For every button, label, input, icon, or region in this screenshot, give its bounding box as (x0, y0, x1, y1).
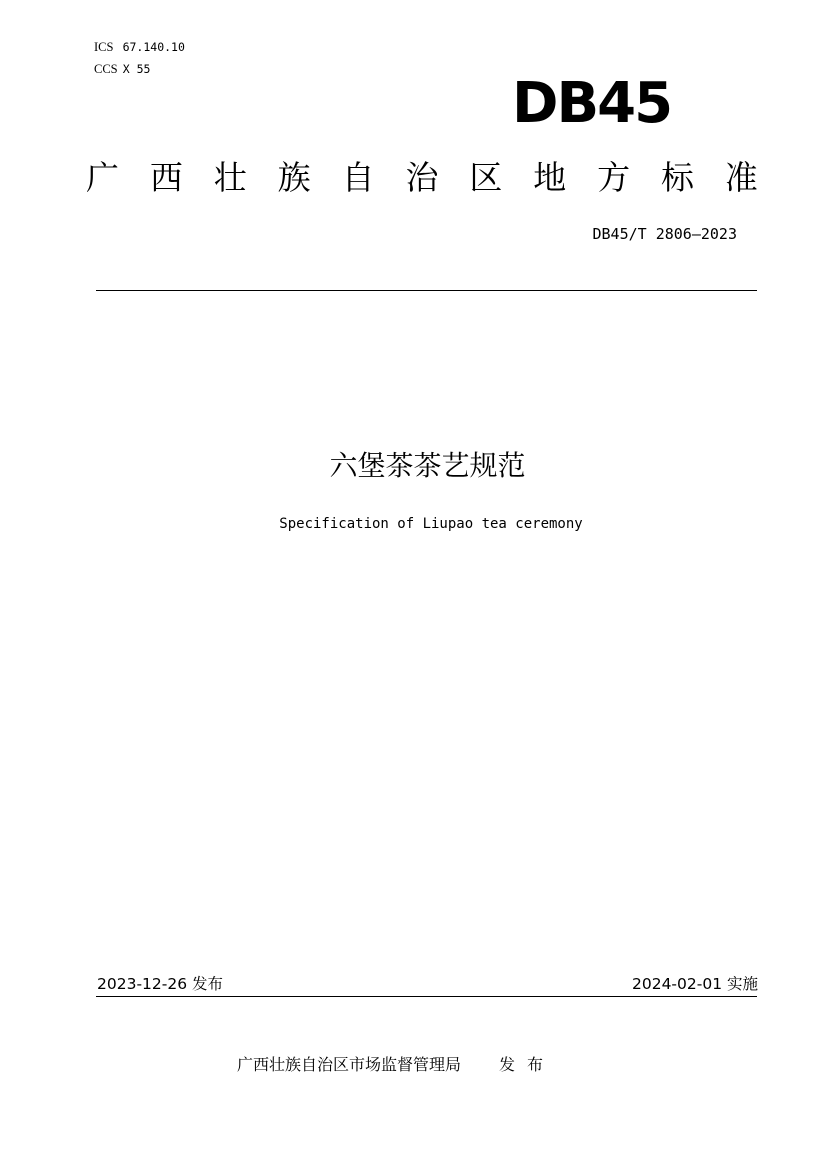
release-date: 2023-12-26 发布 (97, 975, 224, 993)
ccs-code: X 55 (122, 62, 151, 76)
standard-type-char: 壮 (213, 158, 247, 197)
standard-type-char: 治 (405, 158, 439, 197)
header-divider (96, 290, 757, 291)
standard-type-char: 标 (661, 158, 695, 197)
ics-label: ICS (94, 40, 114, 54)
issuer-line (237, 1054, 555, 1076)
standard-type-char: 地 (533, 158, 567, 197)
issuer-action: 发布 (499, 1055, 556, 1074)
standard-type-char: 自 (341, 158, 375, 197)
footer-divider (96, 996, 757, 997)
standard-type-char: 准 (724, 158, 758, 197)
standard-type-char: 方 (597, 158, 631, 197)
ccs-line (94, 62, 150, 77)
standard-type-char: 西 (149, 158, 183, 197)
implement-date: 2024-02-01 实施 (631, 975, 758, 993)
standard-type-heading (86, 156, 758, 200)
title-english: Specification of Liupao tea ceremony (279, 516, 583, 532)
standard-type-char: 广 (86, 158, 119, 197)
ics-line (94, 40, 185, 55)
standard-number: DB45/T 2806—2023 (592, 225, 737, 243)
ccs-label: CCS (94, 62, 118, 76)
standard-type-char: 族 (277, 158, 311, 197)
title-chinese: 六堡茶茶艺规范 (329, 449, 526, 482)
db45-logo: DB45 (512, 71, 672, 136)
ics-code: 67.140.10 (122, 40, 185, 54)
standard-type-char: 区 (469, 158, 503, 197)
issuer-name: 广西壮族自治区市场监督管理局 (237, 1055, 462, 1074)
